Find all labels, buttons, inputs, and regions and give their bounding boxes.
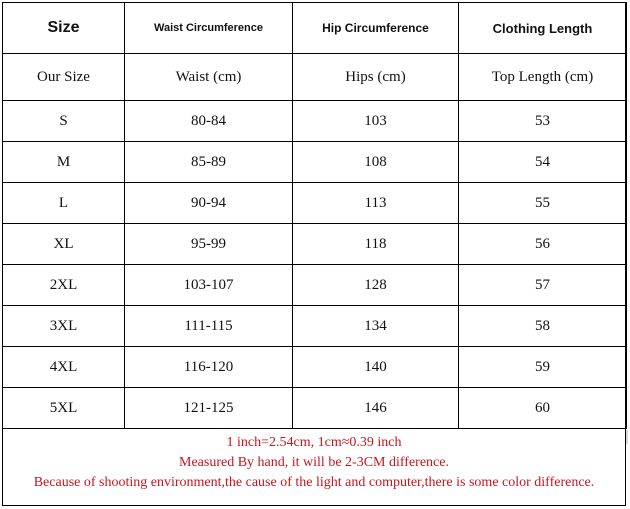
table-row [3,224,627,265]
cell-waist: 95-99 [125,224,293,265]
cell-size: XL [3,224,125,265]
table-row [3,306,627,347]
cell-length: 56 [459,224,627,265]
unit-length: Top Length (cm) [459,54,627,101]
table-row [3,142,627,183]
cell-hip: 134 [293,306,459,347]
cell-waist: 116-120 [125,347,293,388]
table-row [3,347,627,388]
cell-hip: 108 [293,142,459,183]
edge-mark [626,430,628,444]
cell-waist: 90-94 [125,183,293,224]
table-row [3,265,627,306]
unit-size: Our Size [3,54,125,101]
cell-length: 60 [459,388,627,429]
header-waist: Waist Circumference [125,3,293,54]
header-size: Size [3,3,125,54]
note-color: Because of shooting environment,the cause of the light and computer,there is some color difference. [33,475,595,490]
cell-waist: 80-84 [125,101,293,142]
cell-hip: 146 [293,388,459,429]
cell-waist: 121-125 [125,388,293,429]
cell-waist: 85-89 [125,142,293,183]
cell-size: 3XL [3,306,125,347]
size-table [2,2,627,429]
cell-hip: 103 [293,101,459,142]
cell-length: 57 [459,265,627,306]
units-row [3,54,627,101]
cell-length: 59 [459,347,627,388]
table-row [3,183,627,224]
cell-hip: 118 [293,224,459,265]
cell-length: 58 [459,306,627,347]
cell-hip: 128 [293,265,459,306]
unit-waist: Waist (cm) [125,54,293,101]
table-row [3,101,627,142]
cell-size: S [3,101,125,142]
header-row [3,3,627,54]
header-length: Clothing Length [459,3,627,54]
cell-length: 54 [459,142,627,183]
size-chart [2,2,626,506]
cell-length: 53 [459,101,627,142]
cell-size: L [3,183,125,224]
cell-hip: 113 [293,183,459,224]
cell-size: 2XL [3,265,125,306]
cell-size: 5XL [3,388,125,429]
note-conversion: 1 inch=2.54cm, 1cm≈0.39 inch [226,435,402,450]
table-row [3,388,627,429]
cell-waist: 103-107 [125,265,293,306]
cell-size: M [3,142,125,183]
note-measurement: Measured By hand, it will be 2-3CM difference. [179,455,449,470]
header-hip: Hip Circumference [293,3,459,54]
notes-block [3,433,625,493]
cell-length: 55 [459,183,627,224]
cell-size: 4XL [3,347,125,388]
unit-hip: Hips (cm) [293,54,459,101]
cell-hip: 140 [293,347,459,388]
cell-waist: 111-115 [125,306,293,347]
